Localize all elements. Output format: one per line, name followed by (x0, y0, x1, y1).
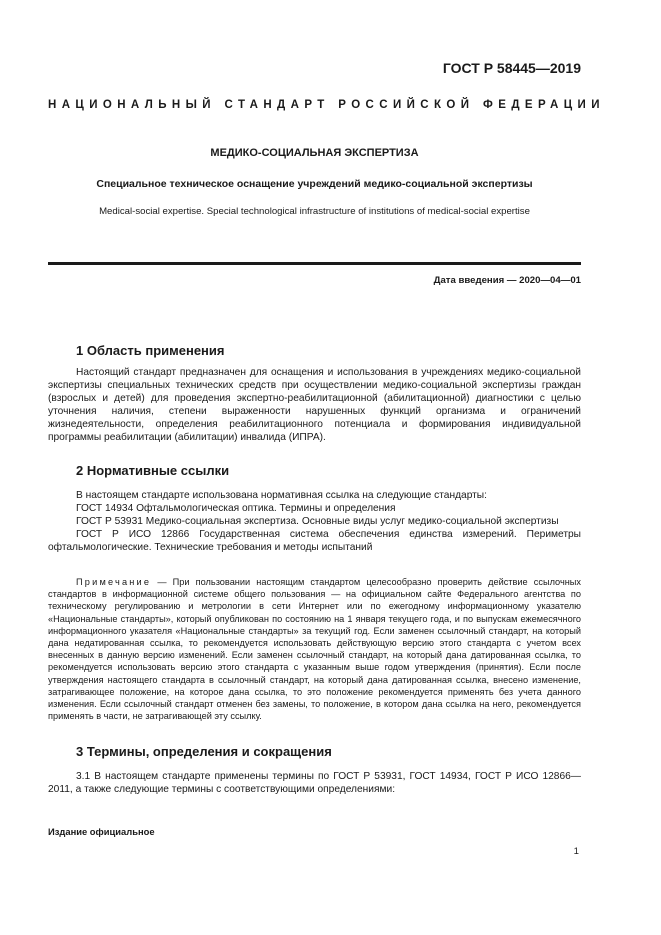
reference-item: ГОСТ Р 53931 Медико-социальная экспертиза. Основные виды услуг медико-социальной экспертизы (76, 516, 559, 528)
section-2-body (48, 489, 581, 554)
document-title: МЕДИКО-СОЦИАЛЬНАЯ ЭКСПЕРТИЗА (210, 147, 419, 159)
page-number: 1 (573, 846, 579, 857)
document-title-english: Medical-social expertise. Special technological infrastructure of institutions of medical-social expertise (99, 206, 530, 217)
section-3-paragraph: 3.1 В настоящем стандарте применены термины по ГОСТ Р 53931, ГОСТ 14934, ГОСТ Р ИСО 12866—2011, а также следующие термины с соответствующими определениями: (48, 771, 581, 796)
section-3-body (48, 770, 581, 796)
section-2-heading: 2 Нормативные ссылки (76, 463, 230, 478)
introduction-date: Дата введения — 2020—04—01 (433, 275, 581, 286)
standard-banner: НАЦИОНАЛЬНЫЙ СТАНДАРТ РОССИЙСКОЙ ФЕДЕРАЦИИ (48, 99, 605, 111)
document-subtitle: Специальное техническое оснащение учреждений медико-социальной экспертизы (96, 178, 533, 190)
note-text: — При пользовании настоящим стандартом целесообразно проверить действие ссылочных стандартов в информационной системе общего пользования — на официальном сайте Федерального агентства по техническому регулированию и метрологии в сети Интернет или по ежегодному информационному указателю «Национальные стандарты», который опубликован по состоянию на 1 января текущего года, и по выпускам ежемесячного информационного указателя «Национальные стандарты» за текущий год. Если заменен ссылочный стандарт, на который дана недатированная ссылка, то рекомендуется использовать действующую версию этого стандарта с учетом всех внесенных в данную версию изменений. Если заменен ссылочный стандарт, на который дана датированная ссылка, то рекомендуется использовать версию этого стандарта с указанным выше годом утверждения (принятия). Если после утверждения настоящего стандарта в ссылочный стандарт, на который дана датированная ссылка, внесено изменение, затрагивающее положение, на которое дана ссылка, то это положение рекомендуется применять без учета данного изменения. Если ссылочный стандарт отменен без замены, то положение, в котором дана ссылка на него, рекомендуется применять в части, не затрагивающей эту ссылку. (48, 577, 581, 722)
section-1-body (48, 366, 581, 445)
document-code: ГОСТ Р 58445—2019 (442, 60, 581, 76)
official-edition-label: Издание официальное (48, 826, 155, 837)
section-1-paragraph: Настоящий стандарт предназначен для оснащения и использования в учреждениях медико-социальной экспертизы специальных технических средств при осуществлении медико-социальной экспертизы граждан (взрослых и детей) для проведения экспертно-реабилитационной (абилитационной) диагностики с целью уточнения наличия, степени выраженности нарушенных функций организма и ограничений жизнедеятельности, определения реабилитационного потенциала и формирования индивидуальной программы реабилитации (абилитации) инвалида (ИПРА). (48, 367, 581, 444)
section-1-heading: 1 Область применения (76, 343, 225, 358)
section-3-heading: 3 Термины, определения и сокращения (76, 744, 332, 759)
note-label: Примечание (76, 577, 152, 587)
section-2-intro: В настоящем стандарте использована нормативная ссылка на следующие стандарты: (76, 490, 487, 501)
title-divider (48, 262, 581, 265)
reference-item: ГОСТ Р ИСО 12866 Государственная система обеспечения единства измерений. Периметры офтальмологические. Технические требования и методы испытаний (48, 529, 581, 554)
section-2-note (48, 576, 581, 722)
reference-item: ГОСТ 14934 Офтальмологическая оптика. Термины и определения (76, 503, 396, 515)
